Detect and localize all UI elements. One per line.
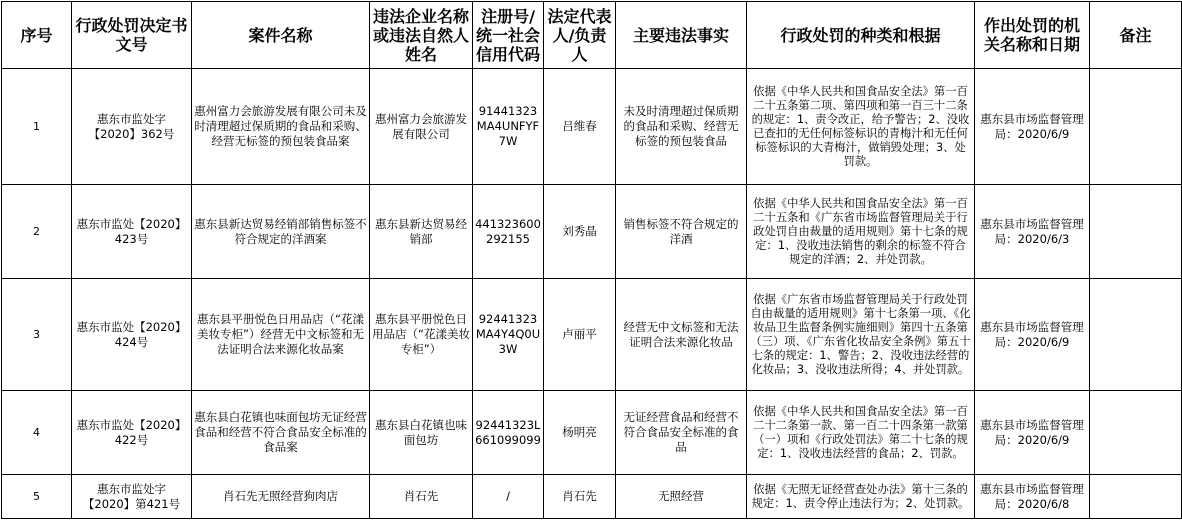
header-legal-rep: 法定代表人/负责人 bbox=[544, 2, 616, 69]
cell-seq: 1 bbox=[2, 69, 72, 185]
cell-legal-rep: 刘秀晶 bbox=[544, 185, 616, 279]
cell-authority: 惠东县市场监督管理局：2020/6/9 bbox=[975, 69, 1090, 185]
cell-authority: 惠东县市场监督管理局：2020/6/9 bbox=[975, 279, 1090, 391]
cell-authority: 惠东县市场监督管理局：2020/6/8 bbox=[975, 475, 1090, 519]
cell-seq: 5 bbox=[2, 475, 72, 519]
header-seq: 序号 bbox=[2, 2, 72, 69]
cell-reg-code: / bbox=[473, 475, 544, 519]
cell-reg-code: 441323600292155 bbox=[473, 185, 544, 279]
cell-reg-code: 92441323L661099099 bbox=[473, 391, 544, 475]
cell-remarks bbox=[1090, 279, 1182, 391]
cell-doc-no: 惠东市监处字【2020】第421号 bbox=[72, 475, 192, 519]
cell-remarks bbox=[1090, 475, 1182, 519]
header-authority: 作出处罚的机关名称和日期 bbox=[975, 2, 1090, 69]
header-facts: 主要违法事实 bbox=[616, 2, 747, 69]
header-remarks: 备注 bbox=[1090, 2, 1182, 69]
header-reg-code: 注册号/统一社会信用代码 bbox=[473, 2, 544, 69]
cell-case-name: 惠东县平册悦色日用品店（“花漾美妆专柜”）经营无中文标签和无法证明合法来源化妆品案 bbox=[192, 279, 370, 391]
cell-penalty: 依据《中华人民共和国食品安全法》第一百二十五条第二项、第四项和第一百三十二条的规定：1、责令改正，给予警告；2、没收已查扣的无任何标签标识的青梅汁和无任何标签标识的大青梅汁，做销毁处理；3、处罚款。 bbox=[747, 69, 975, 185]
cell-reg-code: 92441323MA4Y4Q0U3W bbox=[473, 279, 544, 391]
cell-facts: 无照经营 bbox=[616, 475, 747, 519]
cell-legal-rep: 肖石先 bbox=[544, 475, 616, 519]
cell-penalty: 依据《无照无证经营查处办法》第十三条的规定：1、责令停止违法行为；2、处罚款。 bbox=[747, 475, 975, 519]
cell-legal-rep: 卢丽平 bbox=[544, 279, 616, 391]
cell-doc-no: 惠东市监处【2020】422号 bbox=[72, 391, 192, 475]
cell-facts: 经营无中文标签和无法证明合法来源化妆品 bbox=[616, 279, 747, 391]
cell-party: 惠东县平册悦色日用品店（“花漾美妆专柜”） bbox=[370, 279, 473, 391]
cell-seq: 4 bbox=[2, 391, 72, 475]
cell-party: 惠东县白花镇也味面包坊 bbox=[370, 391, 473, 475]
header-doc-no: 行政处罚决定书文号 bbox=[72, 2, 192, 69]
table-row bbox=[2, 185, 1182, 279]
cell-doc-no: 惠东市监处字【2020】362号 bbox=[72, 69, 192, 185]
cell-case-name: 惠州富力会旅游发展有限公司未及时清理超过保质期的食品和采购、经营无标签的预包装食品案 bbox=[192, 69, 370, 185]
cell-facts: 销售标签不符合规定的洋酒 bbox=[616, 185, 747, 279]
cell-doc-no: 惠东市监处【2020】424号 bbox=[72, 279, 192, 391]
header-row bbox=[2, 2, 1182, 69]
table-row bbox=[2, 391, 1182, 475]
cell-remarks bbox=[1090, 69, 1182, 185]
cell-legal-rep: 杨明亮 bbox=[544, 391, 616, 475]
cell-remarks bbox=[1090, 391, 1182, 475]
cell-party: 肖石先 bbox=[370, 475, 473, 519]
cell-seq: 2 bbox=[2, 185, 72, 279]
cell-doc-no: 惠东市监处【2020】423号 bbox=[72, 185, 192, 279]
penalty-table bbox=[1, 1, 1182, 519]
cell-reg-code: 91441323MA4UNFYF7W bbox=[473, 69, 544, 185]
cell-authority: 惠东县市场监督管理局：2020/6/3 bbox=[975, 185, 1090, 279]
cell-remarks bbox=[1090, 185, 1182, 279]
cell-legal-rep: 吕维春 bbox=[544, 69, 616, 185]
cell-case-name: 肖石先无照经营狗肉店 bbox=[192, 475, 370, 519]
cell-facts: 无证经营食品和经营不符合食品安全标准的食品 bbox=[616, 391, 747, 475]
cell-party: 惠州富力会旅游发展有限公司 bbox=[370, 69, 473, 185]
cell-penalty: 依据《中华人民共和国食品安全法》第一百二十五条和《广东省市场监督管理局关于行政处罚自由裁量的适用规则》第十七条的规定：1、没收违法销售的剩余的标签不符合规定的洋酒；2、并处罚款。 bbox=[747, 185, 975, 279]
cell-penalty: 依据《广东省市场监督管理局关于行政处罚自由裁量的适用规则》第十七条第一项、《化妆品卫生监督条例实施细则》第四十五条第（三）项、《广东省化妆品安全条例》第五十七条的规定：1、警告；2、没收违法经营的化妆品；3、没收违法所得；4、并处罚款。 bbox=[747, 279, 975, 391]
cell-case-name: 惠东县白花镇也味面包坊无证经营食品和经营不符合食品安全标准的食品案 bbox=[192, 391, 370, 475]
cell-authority: 惠东县市场监督管理局：2020/6/9 bbox=[975, 391, 1090, 475]
cell-case-name: 惠东县新达贸易经销部销售标签不符合规定的洋酒案 bbox=[192, 185, 370, 279]
table-row bbox=[2, 279, 1182, 391]
header-penalty: 行政处罚的种类和根据 bbox=[747, 2, 975, 69]
header-party: 违法企业名称或违法自然人姓名 bbox=[370, 2, 473, 69]
table-row bbox=[2, 475, 1182, 519]
cell-penalty: 依据《中华人民共和国食品安全法》第一百二十二条第一款、第一百二十四条第一款第（一）项和《行政处罚法》第二十七条的规定：1、没收违法经营的食品；2、罚款。 bbox=[747, 391, 975, 475]
cell-facts: 未及时清理超过保质期的食品和采购、经营无标签的预包装食品 bbox=[616, 69, 747, 185]
table-row bbox=[2, 69, 1182, 185]
cell-seq: 3 bbox=[2, 279, 72, 391]
header-case-name: 案件名称 bbox=[192, 2, 370, 69]
cell-party: 惠东县新达贸易经销部 bbox=[370, 185, 473, 279]
